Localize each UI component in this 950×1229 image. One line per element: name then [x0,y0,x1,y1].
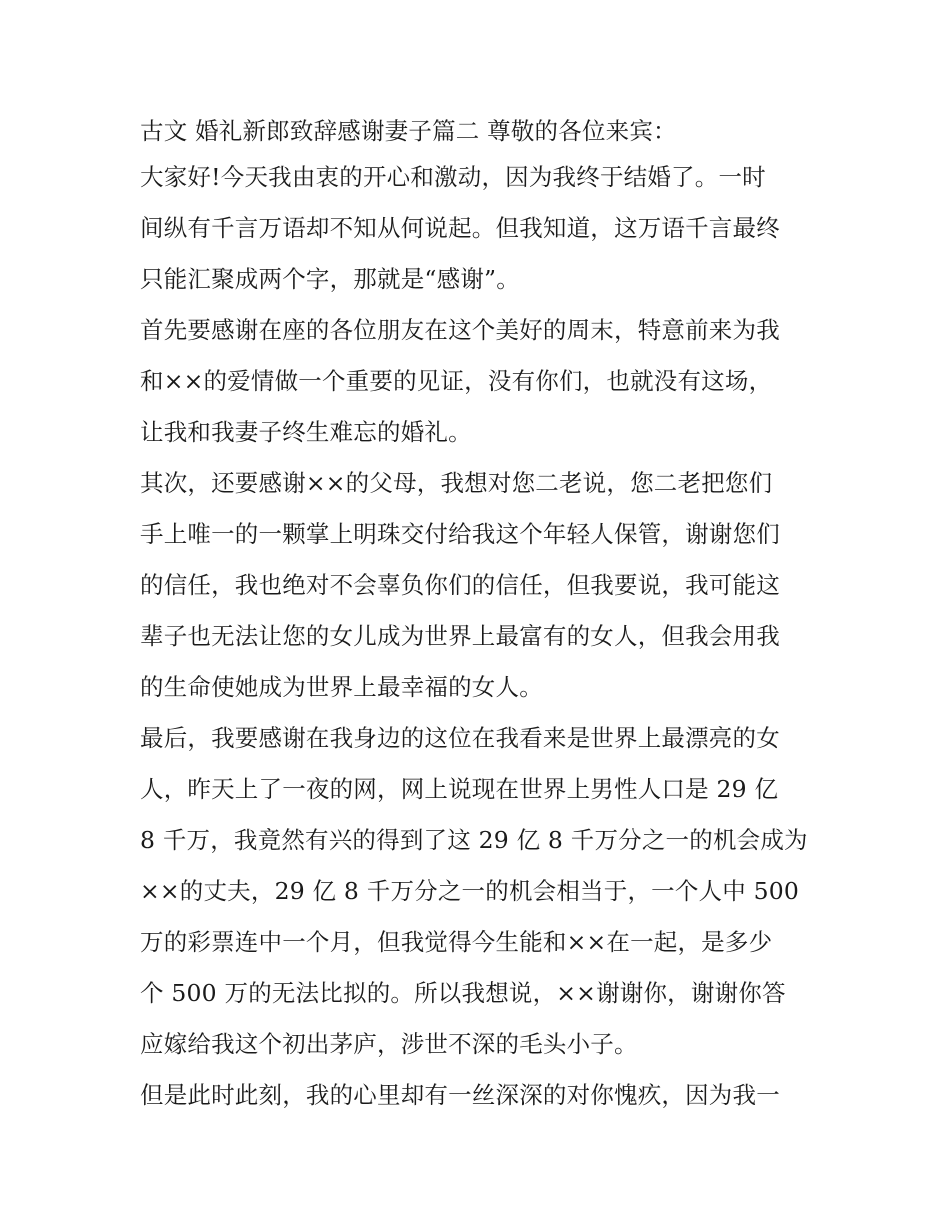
text-line: 的生命使她成为世界上最幸福的女人。 [140,673,543,701]
text-line: 其次，还要感谢××的父母，我想对您二老说，您二老把您们 [140,469,773,497]
text-line: 8 千万，我竟然有兴的得到了这 29 亿 8 千万分之一的机会成为 [140,826,808,854]
document-body [140,110,830,1125]
text-line: 应嫁给我这个初出茅庐，涉世不深的毛头小子。 [140,1030,638,1058]
text-line: 首先要感谢在座的各位朋友在这个美好的周末，特意前来为我 [140,316,780,344]
text-line: 只能汇聚成两个字，那就是“感谢”。 [140,265,520,293]
text-line: 但是此时此刻，我的心里却有一丝深深的对你愧疚，因为我一 [140,1081,780,1109]
text-line: 人，昨天上了一夜的网，网上说现在世界上男性人口是 29 亿 [140,775,779,803]
text-line: 的信任，我也绝对不会辜负你们的信任，但我要说，我可能这 [140,571,780,599]
text-line: 最后，我要感谢在我身边的这位在我看来是世界上最漂亮的女 [140,724,780,752]
text-line: 辈子也无法让您的女儿成为世界上最富有的女人，但我会用我 [140,622,780,650]
text-line: ××的丈夫，29 亿 8 千万分之一的机会相当于，一个人中 500 [140,877,800,905]
text-line: 大家好!今天我由衷的开心和激动，因为我终于结婚了。一时 [140,163,766,191]
text-line: 万的彩票连中一个月，但我觉得今生能和××在一起，是多少 [140,928,773,956]
title-line: 古文 婚礼新郎致辞感谢妻子篇二 尊敬的各位来宾： [140,117,677,145]
text-line: 个 500 万的无法比拟的。所以我想说，××谢谢你，谢谢你答 [140,979,786,1007]
text-line: 让我和我妻子终生难忘的婚礼。 [140,418,472,446]
text-line: 间纵有千言万语却不知从何说起。但我知道，这万语千言最终 [140,214,780,242]
text-line: 手上唯一的一颗掌上明珠交付给我这个年轻人保管，谢谢您们 [140,520,780,548]
text-line: 和××的爱情做一个重要的见证，没有你们，也就没有这场， [140,367,773,395]
